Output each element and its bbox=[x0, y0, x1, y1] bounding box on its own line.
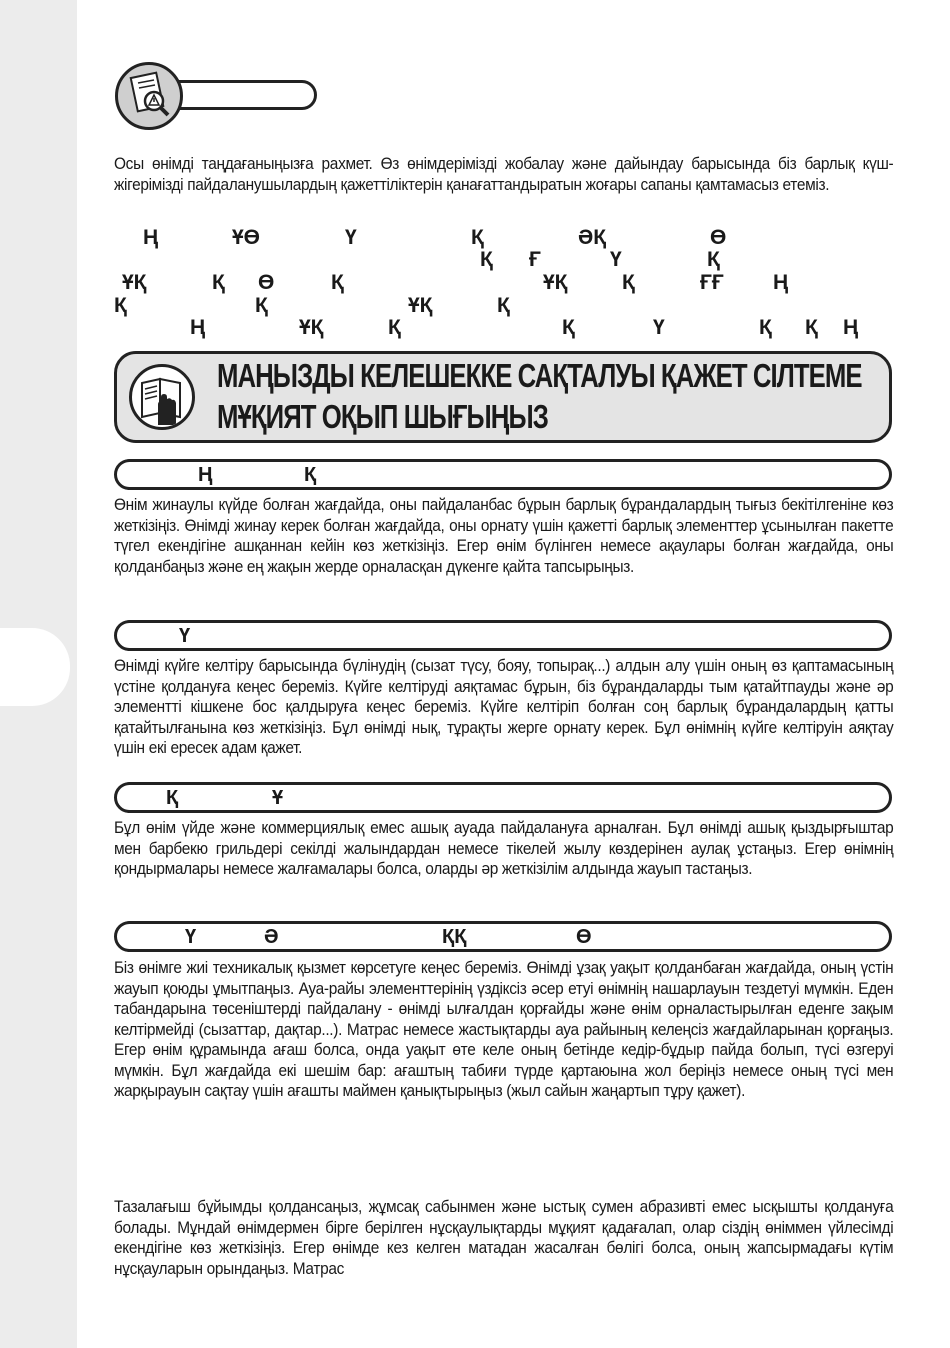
reading-manual-icon bbox=[129, 364, 195, 430]
fragment: Ө bbox=[258, 271, 275, 294]
section-header-bar bbox=[114, 782, 892, 813]
fragment: Қ bbox=[471, 226, 484, 249]
intro-paragraph: Осы өнімді таңдағаныңызға рахмет. Өз өнімдерімізді жобалау және дайындау барысында біз барлық күш-жігерімізді пайдаланушылардың қажеттіліктерін қанағаттандыратын жоғары сапаны қамтамасыз етеміз. bbox=[114, 154, 894, 194]
fragment: ҰҚ bbox=[408, 294, 433, 317]
cleaning-paragraph: Тазалағыш бұйымды қолдансаңыз, жұмсақ сабынмен және ыстық сумен абразивті емес ысқышты қолдануға болады. Мұндай өнімдермен бірге берілген нұсқаулықтарды мұқият қадағалап, олар сіздің өніммен үйлесімді екендігіне көз жеткізіңіз. Егер өнімде кез келген матадан жасалған бөлігі болса, оның жапсырмадағы күтім нұсқауларын орындаңыз. Матрас bbox=[114, 1197, 894, 1278]
document-warning-icon bbox=[115, 62, 183, 130]
section-header-bar bbox=[114, 921, 892, 952]
fragment: Қ bbox=[497, 294, 510, 317]
section-paragraph: Өнім жинаулы күйде болған жағдайда, оны пайдаланбас бұрын барлық бұрандалардың тығыз бекітілгеніне көз жеткізіңіз. Өнімді жинау керек болған жағдайда, оны орнату үшін қажетті барлық элементтер ұсынылған пакетте түгел екендігіне ашқаннан кейін көз жеткізіңіз. Егер өнім бүлінген немесе ақаулары болған жағдайда, оны қолданбаңыз және ең жақын жерде орналасқан дүкенге қайта тапсырыңыз. bbox=[114, 495, 894, 576]
fragment: ӘҚ bbox=[578, 226, 607, 249]
fragment: ҒҒ bbox=[700, 271, 724, 294]
fragment: Қ bbox=[388, 316, 401, 339]
fragment: Қ bbox=[562, 316, 575, 339]
fragment: Қ bbox=[480, 248, 493, 271]
fragment: Қ bbox=[805, 316, 818, 339]
fragment: Ң bbox=[773, 271, 789, 294]
fragment: Қ bbox=[759, 316, 772, 339]
section-header-bar bbox=[114, 620, 892, 651]
fragment: Қ bbox=[707, 248, 720, 271]
section-paragraph: Біз өнімге жиі техникалық қызмет көрсетуге кеңес береміз. Өнімді ұзақ уақыт қолданбаған жағдайда, оның үстін жауып қоюды ұмытпаңыз. Ауа-райы элементтерінің үздіксіз әсер етуі өнімнің нашарлауын тездетуі мүмкін. Еден табандарына төсеніштерді пайдалану - өнімді ылғалдан қорғайды және өнім орналастырылған еденге зақым келтірмейді (сызаттар, дақтар...). Матрас немесе жастықтарды ауа райының келеңсіз жағдайларынан қорғаңыз. Егер өнім құрамында ағаш болса, онда уақыт өте келе оның бетінде кедір-бұдыр пайда болып, түсі өзгеруі мүмкін. Бұл жағдайда екі шешім бар: ағаштың табиғи түрде қартаюына жол беріңіз немесе оның түсі мен жарқырауын сақтау үшін ағашты маймен қанықтырыңыз (жыл сайын жаңартып тұру қажет). bbox=[114, 958, 894, 1100]
fragment: Қ bbox=[114, 294, 127, 317]
fragment: Ө bbox=[710, 226, 727, 249]
fragment: ҰҚ bbox=[543, 271, 568, 294]
header-badge bbox=[115, 62, 319, 130]
section-header-fragment: ҚҚ bbox=[442, 926, 467, 948]
fragment: Ң bbox=[143, 226, 159, 249]
section-header-fragment: Қ bbox=[304, 464, 317, 486]
fragment: Қ bbox=[255, 294, 268, 317]
fragment: ҰӨ bbox=[232, 226, 261, 249]
fragment: Ғ bbox=[529, 248, 541, 271]
fragment: Қ bbox=[212, 271, 225, 294]
section-paragraph: Бұл өнім үйде және коммерциялық емес ашық ауада пайдалануға арналған. Бұл өнімді ашық қыздырғыштар мен барбекю грильдері секілді жалындардан немесе тікелей жылу көздерінен аулақ ұстаңыз. Егер өнімнің қондырмалары немесе жалғамалары болса, оларды әр жеткізілім алдында жауып тастаңыз. bbox=[114, 818, 894, 878]
section-header-fragment: Ө bbox=[576, 926, 592, 948]
section-header-fragment: Ұ bbox=[272, 787, 284, 809]
fragment: Қ bbox=[622, 271, 635, 294]
banner-title-line2: МҰҚИЯТ ОҚЫП ШЫҒЫҢЫЗ bbox=[217, 398, 548, 435]
section-header-fragment: Қ bbox=[166, 787, 179, 809]
section-header-fragment: Ә bbox=[264, 926, 279, 948]
fragment: Ң bbox=[190, 316, 206, 339]
section-header-bar bbox=[114, 459, 892, 490]
section-header-fragment: Ү bbox=[179, 625, 191, 647]
fragment: Ү bbox=[610, 248, 622, 271]
fragment: ҰҚ bbox=[299, 316, 324, 339]
fragment: Қ bbox=[331, 271, 344, 294]
fragment: ҰҚ bbox=[122, 271, 147, 294]
fragment: Ү bbox=[345, 226, 357, 249]
section-header-fragment: Ү bbox=[185, 926, 197, 948]
important-banner bbox=[114, 351, 892, 443]
fragment: Ү bbox=[653, 316, 665, 339]
banner-title-line1: МАҢЫЗДЫ КЕЛЕШЕККЕ САҚТАЛУЫ ҚАЖЕТ СІЛТЕМЕ bbox=[217, 357, 862, 394]
fragment: Ң bbox=[843, 316, 859, 339]
section-paragraph: Өнімді күйге келтіру барысында бүлінудің (сызат түсу, бояу, топырақ...) алдын алу үшін оның өз қаптамасының үстіне қолдануға кеңес береміз. Күйге келтіруді аяқтамас бұрын, біз бұрандаларды тым қатайтпауды және әр элементті кішкене бос қалдыруға кеңес береміз. Күйге келтіріп болған соң барлық бұрандалардың қатты қатайтылғанына көз жеткізіңіз. Бұл өнімді нық, тұрақты жерге орнату керек. Бұл өнімнің күйге келтіруін аяқтау үшін екі ересек адам қажет. bbox=[114, 656, 894, 757]
section-header-fragment: Ң bbox=[198, 464, 213, 486]
